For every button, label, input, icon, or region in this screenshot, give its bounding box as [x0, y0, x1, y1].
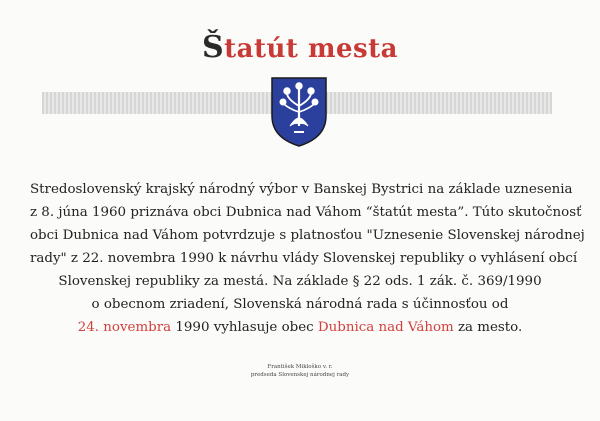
title-rest: tatút mesta [224, 34, 399, 64]
statute-text [30, 178, 585, 339]
text-line-2: z 8. júna 1960 priznáva obci Dubnica nad Váhom “štatút mesta”. Túto skutočnosť [30, 205, 582, 220]
signature-block [0, 363, 600, 379]
signatory-role: predseda Slovenskej národnej rady [250, 372, 350, 378]
text-line-4: rady" z 22. novembra 1990 k návrhu vlády Slovenskej republiky o vyhlásení obcí [30, 251, 578, 266]
signatory-name: František Mikloško v. r. [267, 364, 333, 370]
closing-text: za mesto. [453, 320, 523, 335]
text-line-3: obci Dubnica nad Váhom potvrdzuje s platnosťou "Uznesenie Slovenskej národnej [30, 228, 585, 243]
text-line-1: Stredoslovenský krajský národný výbor v Banskej Bystrici na základe uznesenia [30, 182, 573, 197]
text-line-7 [30, 316, 570, 339]
title-initial: Š [201, 30, 225, 65]
page-title [0, 30, 600, 65]
text-line-5: Slovenskej republiky za mestá. Na základe § 22 ods. 1 zák. č. 369/1990 [58, 274, 542, 289]
date-highlight: 24. novembra [77, 320, 172, 335]
coat-of-arms-icon [270, 76, 328, 148]
year-text: 1990 vyhlasuje obec [171, 320, 318, 335]
town-highlight: Dubnica nad Váhom [317, 320, 454, 335]
text-line-6: o obecnom zriadení, Slovenská národná rada s účinnosťou od [91, 297, 509, 312]
